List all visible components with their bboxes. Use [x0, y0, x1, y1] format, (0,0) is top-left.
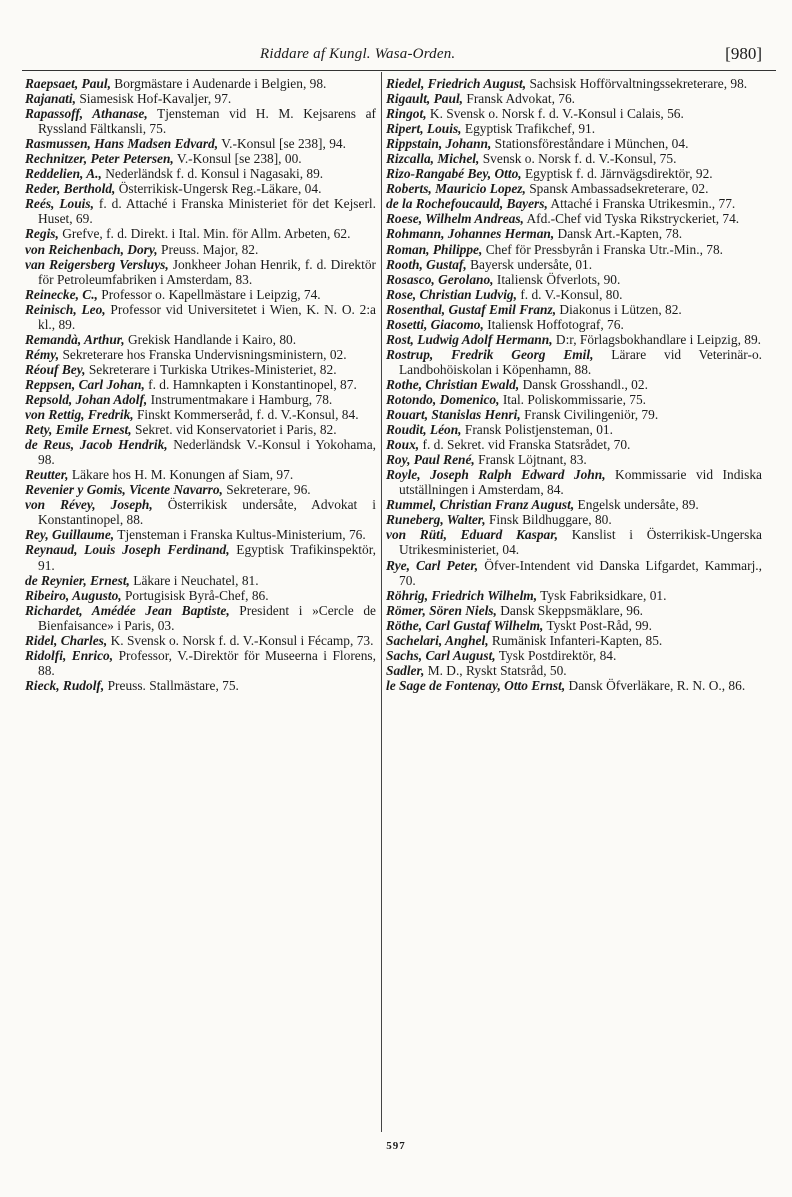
- entry-description: Egyptisk f. d. Järnvägsdirektör, 92.: [525, 166, 713, 182]
- register-entry: [386, 181, 762, 196]
- entry-description: Fransk Civilingeniör, 79.: [524, 407, 659, 423]
- entry-name: Rémy,: [25, 346, 60, 362]
- register-entry: [386, 257, 762, 272]
- entry-description: Italiensk Hoffotograf, 76.: [487, 316, 624, 332]
- entry-description: Egyptisk Trafikinspektör, 91.: [38, 542, 376, 573]
- entry-description: Lärare vid Veterinär-o. Landbohöiskolan i Köpenhamn, 88.: [399, 346, 762, 377]
- register-entry: [386, 226, 762, 241]
- entry-name: Roman, Philippe,: [386, 241, 483, 257]
- entry-name: Rizcalla, Michel,: [386, 151, 480, 167]
- register-entry: [386, 377, 762, 392]
- register-entry: [25, 242, 376, 257]
- entry-description: Italiensk Öfverlots, 90.: [496, 271, 621, 287]
- register-entry: [386, 527, 762, 557]
- entry-description: Österrikisk-Ungersk Reg.-Läkare, 04.: [118, 181, 322, 197]
- register-entry: [386, 121, 762, 136]
- register-entry: [25, 422, 376, 437]
- register-entry: [386, 497, 762, 512]
- entry-description: Borgmästare i Audenarde i Belgien, 98.: [114, 76, 327, 91]
- entry-description: Sekret. vid Konservatoriet i Paris, 82.: [135, 422, 337, 438]
- register-entry: [386, 618, 762, 633]
- entry-name: Revenier y Gomis, Vicente Navarro,: [25, 482, 223, 498]
- entry-name: Röthe, Carl Gustaf Wilhelm,: [386, 617, 544, 633]
- entry-description: Finskt Kommerseråd, f. d. V.-Konsul, 84.: [136, 407, 359, 423]
- entry-name: Rummel, Christian Franz August,: [386, 497, 575, 513]
- entry-name: Römer, Sören Niels,: [386, 602, 497, 618]
- entry-name: Runeberg, Walter,: [386, 512, 486, 528]
- register-entry: [25, 332, 376, 347]
- entry-description: Dansk Öfverläkare, R. N. O., 86.: [568, 677, 746, 693]
- register-entry: [25, 196, 376, 226]
- entry-name: Raepsaet, Paul,: [25, 76, 111, 91]
- entry-description: Fransk Advokat, 76.: [466, 91, 575, 107]
- register-entry: [25, 91, 376, 106]
- entry-name: Roudit, Léon,: [386, 422, 462, 438]
- entry-name: Reinisch, Leo,: [25, 301, 106, 317]
- register-entry: [386, 136, 762, 151]
- entry-name: Roese, Wilhelm Andreas,: [386, 211, 524, 227]
- entry-description: f. d. Attaché i Franska Ministeriet för det Kejserl. Huset, 69.: [38, 196, 376, 227]
- entry-description: Fransk Löjtnant, 83.: [478, 452, 587, 468]
- entry-name: Rigault, Paul,: [386, 91, 464, 107]
- entry-name: Riedel, Friedrich August,: [386, 76, 527, 91]
- entry-name: Repsold, Johan Adolf,: [25, 391, 148, 407]
- entry-name: de Reynier, Ernest,: [25, 572, 130, 588]
- entry-description: Dansk Art.-Kapten, 78.: [557, 226, 683, 242]
- entry-name: Ringot,: [386, 106, 427, 122]
- entry-name: Reutter,: [25, 467, 69, 483]
- register-entry: [25, 151, 376, 166]
- entry-name: Rety, Emile Ernest,: [25, 422, 132, 438]
- entry-description: Läkare hos H. M. Konungen af Siam, 97.: [71, 467, 294, 483]
- entry-description: Chef för Pressbyrån i Franska Utr.-Min., 78.: [485, 241, 723, 257]
- entry-description: Finsk Bildhuggare, 80.: [488, 512, 612, 528]
- entry-name: de Reus, Jacob Hendrik,: [25, 437, 168, 453]
- entry-name: le Sage de Fontenay, Otto Ernst,: [386, 677, 566, 693]
- entry-name: Ridel, Charles,: [25, 632, 108, 648]
- register-entry: [25, 181, 376, 196]
- entry-description: Preuss. Stallmästare, 75.: [107, 677, 239, 693]
- register-entry: [25, 106, 376, 136]
- entry-name: Sadler,: [386, 662, 425, 678]
- register-entry: [25, 482, 376, 497]
- entry-description: Attaché i Franska Utrikesmin., 77.: [550, 196, 736, 212]
- register-entry: [386, 302, 762, 317]
- register-entry: [386, 106, 762, 121]
- header-title: Riddare af Kungl. Wasa-Orden.: [260, 46, 456, 62]
- register-entry: [386, 242, 762, 257]
- entry-description: Engelsk undersåte, 89.: [577, 497, 699, 513]
- entry-name: Reés, Louis,: [25, 196, 94, 212]
- entry-description: Sekreterare i Turkiska Utrikes-Ministeriet, 82.: [88, 361, 337, 377]
- left-column: [25, 76, 376, 693]
- entry-description: Afd.-Chef vid Tyska Rikstryckeriet, 74.: [526, 211, 740, 227]
- register-entry: [386, 512, 762, 527]
- register-entry: [25, 362, 376, 377]
- entry-description: Fransk Polistjensteman, 01.: [464, 422, 613, 438]
- entry-description: Öfver-Intendent vid Danska Lifgardet, Kammarj., 70.: [399, 557, 762, 588]
- entry-description: Österrikisk undersåte, Advokat i Konstantinopel, 88.: [38, 497, 376, 528]
- entry-name: Rechnitzer, Peter Petersen,: [25, 151, 174, 167]
- column-divider: [381, 72, 382, 1132]
- entry-description: Tysk Fabriksidkare, 01.: [540, 587, 667, 603]
- footer-page-number: 597: [386, 1140, 406, 1152]
- register-entry: [25, 287, 376, 302]
- entry-name: Rye, Carl Peter,: [386, 557, 479, 573]
- register-entry: [386, 588, 762, 603]
- entry-name: Rosenthal, Gustaf Emil Franz,: [386, 301, 557, 317]
- entry-name: Rooth, Gustaf,: [386, 256, 467, 272]
- entry-name: Rost, Ludwig Adolf Hermann,: [386, 331, 553, 347]
- entry-name: Réouf Bey,: [25, 361, 86, 377]
- register-entry: [25, 573, 376, 588]
- entry-description: K. Svensk o. Norsk f. d. V.-Konsul i Fécamp, 73.: [110, 632, 374, 648]
- register-entry: [25, 347, 376, 362]
- entry-description: M. D., Ryskt Statsråd, 50.: [427, 662, 567, 678]
- entry-description: Preuss. Major, 82.: [161, 241, 259, 257]
- entry-name: Roberts, Mauricio Lopez,: [386, 181, 526, 197]
- register-entry: [25, 588, 376, 603]
- entry-name: Sachelari, Anghel,: [386, 632, 489, 648]
- entry-name: Rouart, Stanislas Henri,: [386, 407, 521, 423]
- register-entry: [386, 633, 762, 648]
- register-entry: [386, 422, 762, 437]
- entry-name: Roux,: [386, 437, 420, 453]
- register-entry: [386, 407, 762, 422]
- entry-name: Rey, Guillaume,: [25, 527, 115, 543]
- entry-description: Tjensteman i Franska Kultus-Ministerium, 76.: [117, 527, 366, 543]
- register-entry: [25, 136, 376, 151]
- register-entry: [386, 437, 762, 452]
- register-entry: [386, 166, 762, 181]
- register-entry: [386, 467, 762, 497]
- register-entry: [25, 633, 376, 648]
- register-entry: [386, 558, 762, 588]
- entry-description: Svensk o. Norsk f. d. V.-Konsul, 75.: [482, 151, 677, 167]
- register-entry: [25, 407, 376, 422]
- register-entry: [386, 332, 762, 347]
- entry-description: f. d. V.-Konsul, 80.: [520, 286, 623, 302]
- entry-name: Rose, Christian Ludvig,: [386, 286, 517, 302]
- register-entry: [386, 347, 762, 377]
- entry-name: von Rüti, Eduard Kaspar,: [386, 527, 559, 543]
- entry-description: K. Svensk o. Norsk f. d. V.-Konsul i Calais, 56.: [429, 106, 684, 122]
- entry-description: f. d. Sekret. vid Franska Statsrådet, 70.: [422, 437, 631, 453]
- register-entry: [25, 678, 376, 693]
- entry-name: Richardet, Amédée Jean Baptiste,: [25, 602, 230, 618]
- register-entry: [386, 272, 762, 287]
- entry-description: Grefve, f. d. Direkt. i Ital. Min. för Allm. Arbeten, 62.: [62, 226, 351, 242]
- entry-description: Dansk Skeppsmäklare, 96.: [500, 602, 644, 618]
- entry-name: Rapassoff, Athanase,: [25, 106, 148, 122]
- entry-description: Professor o. Kapellmästare i Leipzig, 74.: [101, 286, 321, 302]
- entry-description: President i »Cercle de Bienfaisance» i Paris, 03.: [38, 602, 376, 633]
- entry-name: Rostrup, Fredrik Georg Emil,: [386, 346, 594, 362]
- register-entry: [386, 648, 762, 663]
- register-entry: [25, 497, 376, 527]
- entry-name: Rizo-Rangabé Bey, Otto,: [386, 166, 522, 182]
- entry-description: Tjensteman vid H. M. Kejsarens af Ryssland Fältkansli, 75.: [38, 106, 376, 137]
- register-entry: [25, 542, 376, 572]
- entry-name: Reppsen, Carl Johan,: [25, 376, 145, 392]
- entry-description: V.-Konsul [se 238], 00.: [176, 151, 302, 167]
- entry-description: Rumänisk Infanteri-Kapten, 85.: [491, 632, 663, 648]
- entry-description: V.-Konsul [se 238], 94.: [221, 136, 346, 152]
- entry-description: Sekreterare hos Franska Undervisningsministern, 02.: [62, 346, 347, 362]
- entry-description: Egyptisk Trafikchef, 91.: [464, 121, 596, 137]
- register-entry: [25, 166, 376, 181]
- register-entry: [25, 648, 376, 678]
- entry-name: Reder, Berthold,: [25, 181, 116, 197]
- entry-name: Ribeiro, Augusto,: [25, 587, 122, 603]
- entry-name: Röhrig, Friedrich Wilhelm,: [386, 587, 538, 603]
- register-entry: [25, 467, 376, 482]
- register-entry: [25, 257, 376, 287]
- register-entry: [386, 452, 762, 467]
- register-entry: [25, 392, 376, 407]
- register-entry: [25, 603, 376, 633]
- register-entry: [386, 196, 762, 211]
- entry-description: Dansk Grosshandl., 02.: [522, 376, 648, 392]
- entry-description: Grekisk Handlande i Kairo, 80.: [127, 331, 297, 347]
- entry-description: Ital. Poliskommissarie, 75.: [502, 391, 647, 407]
- register-entry: [25, 377, 376, 392]
- running-header: [0, 44, 792, 68]
- entry-name: Sachs, Carl August,: [386, 647, 496, 663]
- register-entry: [25, 437, 376, 467]
- right-column: [386, 76, 762, 693]
- entry-description: Spansk Ambassadsekreterare, 02.: [529, 181, 709, 197]
- entry-name: de la Rochefoucauld, Bayers,: [386, 196, 548, 212]
- entry-description: Siamesisk Hof-Kavaljer, 97.: [79, 91, 232, 107]
- page-footer: [0, 1140, 792, 1152]
- entry-name: Reddelien, A.,: [25, 166, 102, 182]
- entry-name: von Révey, Joseph,: [25, 497, 153, 513]
- register-entry: [386, 317, 762, 332]
- entry-name: Rosetti, Giacomo,: [386, 316, 484, 332]
- entry-description: Instrumentmakare i Hamburg, 78.: [150, 391, 333, 407]
- entry-description: Sekreterare, 96.: [226, 482, 311, 498]
- entry-description: Professor vid Universitetet i Wien, K. N. O. 2:a kl., 89.: [38, 301, 376, 332]
- entry-description: Läkare i Neuchatel, 81.: [133, 572, 259, 588]
- entry-name: Regis,: [25, 226, 59, 242]
- register-entry: [386, 91, 762, 106]
- register-entry: [386, 392, 762, 407]
- register-entry: [386, 211, 762, 226]
- entry-name: von Rettig, Fredrik,: [25, 407, 134, 423]
- entry-name: Reinecke, C.,: [25, 286, 98, 302]
- register-entry: [386, 603, 762, 618]
- entry-description: Kanslist i Österrikisk-Ungerska Utrikesministeriet, 04.: [399, 527, 762, 558]
- entry-description: Tysk Postdirektör, 84.: [498, 647, 617, 663]
- entry-description: Nederländsk f. d. Konsul i Nagasaki, 89.: [105, 166, 324, 182]
- entry-name: Reynaud, Louis Joseph Ferdinand,: [25, 542, 230, 558]
- entry-name: Ripert, Louis,: [386, 121, 462, 137]
- entry-description: Sachsisk Hofförvaltningssekreterare, 98.: [529, 76, 748, 91]
- entry-name: van Reigersberg Versluys,: [25, 256, 169, 272]
- register-entry: [25, 76, 376, 91]
- entry-name: Ridolfi, Enrico,: [25, 647, 114, 663]
- entry-description: Stationsföreståndare i München, 04.: [494, 136, 689, 152]
- entry-name: Rothe, Christian Ewald,: [386, 376, 520, 392]
- entry-description: Diakonus i Lützen, 82.: [559, 301, 682, 317]
- entry-name: Rohmann, Johannes Herman,: [386, 226, 555, 242]
- entry-name: von Reichenbach, Dory,: [25, 241, 158, 257]
- entry-description: Professor, V.-Direktör för Museerna i Florens, 88.: [38, 647, 376, 678]
- entry-description: Tyskt Post-Råd, 99.: [546, 617, 652, 633]
- entry-description: f. d. Hamnkapten i Konstantinopel, 87.: [148, 376, 357, 392]
- entry-description: Bayersk undersåte, 01.: [470, 256, 593, 272]
- entry-name: Rotondo, Domenico,: [386, 391, 500, 407]
- header-rule: [22, 70, 776, 71]
- entry-name: Rasmussen, Hans Madsen Edvard,: [25, 136, 219, 152]
- entry-description: Portugisisk Byrå-Chef, 86.: [124, 587, 269, 603]
- register-entry: [25, 527, 376, 542]
- entry-name: Royle, Joseph Ralph Edward John,: [386, 467, 606, 483]
- entry-name: Remandà, Arthur,: [25, 331, 125, 347]
- register-entry: [386, 76, 762, 91]
- register-entry: [386, 678, 762, 693]
- register-entry: [25, 302, 376, 332]
- header-page-number: [980]: [725, 44, 762, 63]
- entry-description: Jonkheer Johan Henrik, f. d. Direktör för Petroleumfabriken i Amsterdam, 83.: [38, 256, 377, 287]
- entry-description: Kommissarie vid Indiska utställningen i Amsterdam, 84.: [399, 467, 762, 498]
- entry-name: Rippstain, Johann,: [386, 136, 492, 152]
- entry-description: D:r, Förlagsbokhandlare i Leipzig, 89.: [555, 331, 762, 347]
- entry-name: Roy, Paul René,: [386, 452, 475, 468]
- entry-name: Rajanati,: [25, 91, 76, 107]
- entry-name: Rieck, Rudolf,: [25, 677, 105, 693]
- register-entry: [386, 287, 762, 302]
- entry-description: Nederländsk V.-Konsul i Yokohama, 98.: [38, 437, 376, 468]
- entry-name: Rosasco, Gerolano,: [386, 271, 494, 287]
- register-entry: [386, 151, 762, 166]
- register-entry: [386, 663, 762, 678]
- register-entry: [25, 226, 376, 241]
